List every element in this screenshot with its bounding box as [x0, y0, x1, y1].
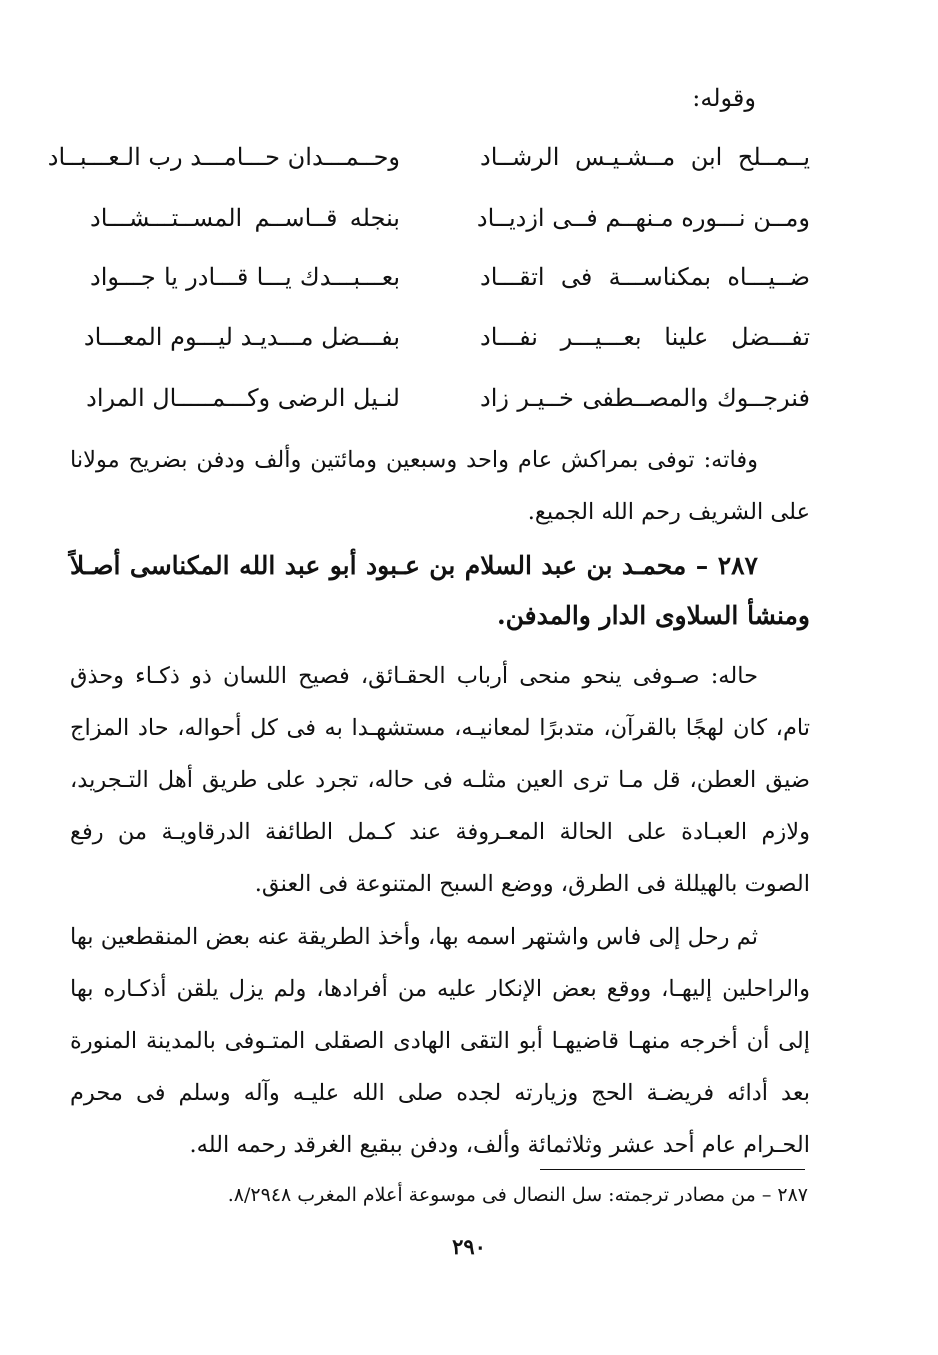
- verse-first-hemistich: يــمــلح ابن مــشـيـس الرشــاد: [480, 143, 810, 171]
- footnote: ٢٨٧ – من مصادر ترجمته: سل النصال فى موسوعة أعلام المغرب ٨/٢٩٤٨.: [227, 1184, 808, 1206]
- death-paragraph: وفاته: توفى بمراكش عام واحد وسبعين ومائتين وألف ودفن بضريح مولانا على الشريف رحم الله الجميع.: [70, 447, 810, 525]
- verse-second-hemistich: وحــمـــدان حـــامـــد رب الـعـــبــاد: [47, 143, 400, 171]
- verse-line: [90, 198, 810, 238]
- verse-line: [86, 378, 810, 418]
- verse-second-hemistich: لنـيل الرضى وكـــمـــــال المراد: [86, 384, 400, 412]
- verse-first-hemistich: فنرجــوك والمصــطفى خــيـر زاد: [480, 384, 810, 412]
- page-number: ٢٩٠: [452, 1234, 486, 1259]
- verse-second-hemistich: بفـــضل مـــديـد ليـــوم المعـــاد: [83, 323, 400, 351]
- verse-first-hemistich: ومــن نـــوره مـنهــم فــى ازديــاد: [476, 204, 810, 232]
- footnote-separator: [540, 1169, 805, 1170]
- verse-second-hemistich: بنجله قــاســم المســتـــشـــاد: [90, 204, 400, 232]
- verse-first-hemistich: ضــيـــاه بمكناســـة فى اتقـــاد: [480, 263, 810, 291]
- intro-text: وقوله:: [692, 84, 756, 112]
- verse-line: [83, 317, 810, 357]
- entry-heading: ٢٨٧ – محمـد بن عبد السلام بن عـبود أبو عبد الله المكناسى أصـلاً ومنشأ السلاوى الدار والمدفن.: [70, 551, 810, 630]
- biography-paragraph: حاله: صـوفى ينحو منحى أرباب الحقـائق، فصيح اللسان ذو ذكـاء وحذق تام، كان لهجًا بالقرآن، متدبرًا لمعانيـه، مستشهـدا به فى كل أحواله، حاد المزاج ضيق العطن، قل مـا ترى العين مثلـه فى حاله، تجرد على طريق أهل التـجريد، ولازم العبـادة على الحالة المعـروفة عند كـمل الطائفة الدرقاويـة من رفع الصوت بالهيللة فى الطرق، ووضع السبح المتنوعة فى العنق.: [70, 663, 810, 897]
- travel-paragraph: ثم رحل إلى فاس واشتهر اسمه بها، وأخذ الطريقة عنه بعض المنقطعين بها والراحلين إليهـا، ووقع بعض الإنكار عليه من أفرادها، ولم يزل يلقن أذكـاره بها إلى أن أخرجه منهـا قاضيهـا أبو التقى الهادى الصقلى المتـوفى بالمدينة المنورة بعد أدائه فريضـة الحج وزيارته لجده صلى الله عليـه وآله وسلم فى محرم الحـرام عام أحد عشر وثلاثمائة وألف، ودفن ببقيع الغرقد رحمه الله.: [70, 924, 810, 1158]
- verse-line: [90, 257, 810, 297]
- verse-second-hemistich: بعـــبـــدك يـــا قـــادر يا جـــواد: [90, 263, 400, 291]
- verse-first-hemistich: تفـــضل علينا بعـــيـــر نفـــاد: [480, 323, 810, 351]
- verse-line: [47, 137, 810, 177]
